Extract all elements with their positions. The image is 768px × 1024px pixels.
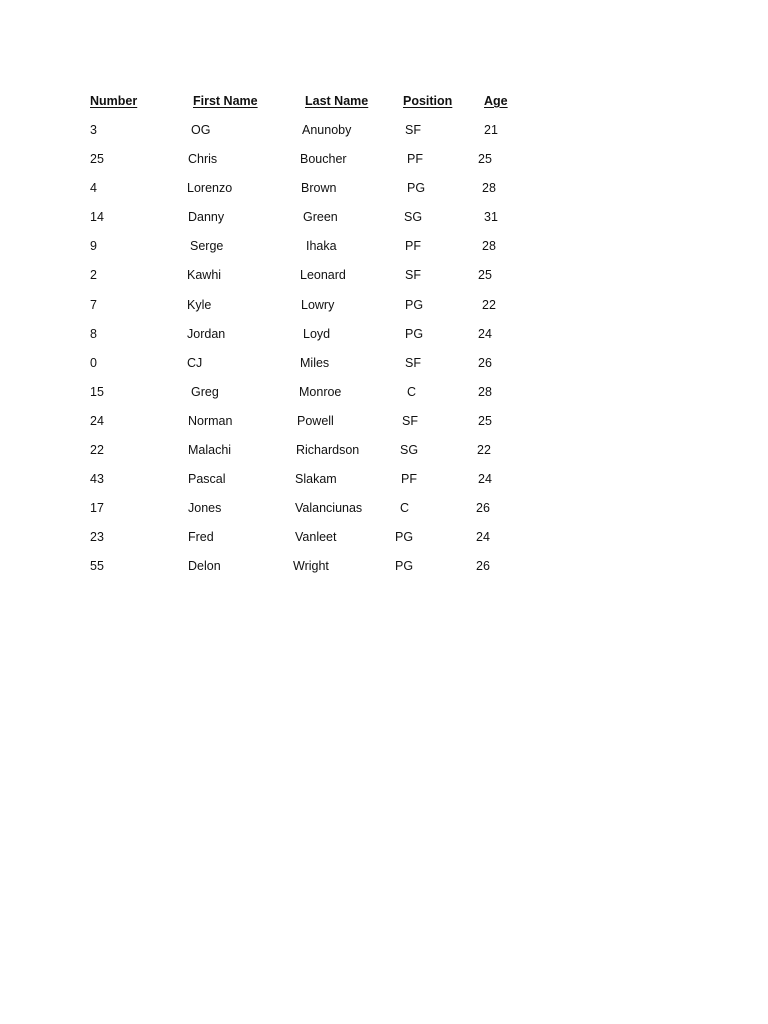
cell-last-name: Richardson [296,443,360,458]
table-row [90,325,530,354]
table-row [90,296,530,325]
cell-age: 22 [482,297,496,312]
cell-position: PF [405,239,421,254]
cell-number: 15 [90,384,104,399]
roster-table [90,92,530,587]
cell-age: 25 [478,268,492,283]
cell-number: 22 [90,443,104,458]
cell-number: 25 [90,152,104,167]
table-row [90,528,530,557]
cell-age: 31 [484,210,498,225]
cell-age: 21 [484,123,498,137]
table-row [90,237,530,266]
cell-last-name: Green [303,210,338,225]
cell-age: 22 [477,443,491,458]
cell-first-name: OG [191,123,211,137]
cell-position: C [407,384,417,399]
cell-number: 9 [90,239,97,254]
table-row [90,412,530,441]
cell-first-name: Norman [188,413,233,428]
cell-position: PF [401,472,417,487]
cell-age: 26 [478,355,492,370]
cell-first-name: Delon [188,559,221,574]
cell-last-name: Wright [293,559,329,574]
cell-first-name: Jordan [187,326,226,341]
cell-position: PG [405,326,424,341]
cell-last-name: Vanleet [295,530,337,545]
cell-position: PG [405,297,424,312]
cell-position: SF [405,355,421,370]
cell-age: 26 [476,501,490,516]
header-age: Age [484,94,508,108]
cell-age: 25 [478,413,492,428]
cell-position: PF [407,152,423,167]
header-number: Number [90,94,138,108]
cell-last-name: Leonard [300,268,346,283]
cell-number: 17 [90,501,104,516]
cell-first-name: Kyle [187,297,212,312]
cell-position: SF [402,413,418,428]
table-row [90,354,530,383]
cell-position: SG [404,210,423,225]
cell-first-name: Jones [188,501,222,516]
cell-position: SG [400,443,419,458]
cell-number: 8 [90,326,97,341]
cell-age: 24 [478,326,492,341]
cell-first-name: Malachi [188,443,232,458]
cell-age: 28 [482,181,496,196]
header-last-name: Last Name [305,94,369,108]
cell-first-name: Pascal [188,472,226,487]
header-position: Position [403,94,453,108]
cell-position: SF [405,268,421,283]
table-row [90,208,530,237]
cell-first-name: Lorenzo [187,181,233,196]
cell-first-name: CJ [187,355,203,370]
cell-last-name: Anunoby [302,123,352,137]
table-row [90,557,530,586]
cell-age: 26 [476,559,490,574]
cell-last-name: Monroe [299,384,342,399]
table-header-row [90,92,530,121]
cell-first-name: Fred [188,530,214,545]
table-row [90,383,530,412]
table-row [90,179,530,208]
cell-number: 23 [90,530,104,545]
cell-number: 55 [90,559,104,574]
cell-number: 7 [90,297,97,312]
cell-last-name: Powell [297,413,334,428]
cell-number: 3 [90,123,97,137]
cell-position: C [400,501,410,516]
cell-first-name: Greg [191,384,219,399]
cell-last-name: Loyd [303,326,331,341]
table-row [90,470,530,499]
cell-age: 24 [476,530,490,545]
cell-position: PG [395,559,414,574]
cell-number: 14 [90,210,104,225]
table-row [90,150,530,179]
table-row [90,266,530,295]
cell-first-name: Serge [190,239,224,254]
cell-age: 28 [482,239,496,254]
table-row [90,121,530,150]
cell-first-name: Kawhi [187,268,222,283]
cell-first-name: Chris [188,152,218,167]
cell-age: 28 [478,384,492,399]
cell-first-name: Danny [188,210,225,225]
table-row [90,441,530,470]
table-row [90,499,530,528]
cell-number: 0 [90,355,97,370]
cell-last-name: Valanciunas [295,501,363,516]
cell-number: 2 [90,268,97,283]
table-body [90,121,530,587]
cell-age: 25 [478,152,492,167]
cell-number: 43 [90,472,104,487]
cell-last-name: Brown [301,181,337,196]
cell-last-name: Slakam [295,472,337,487]
cell-age: 24 [478,472,492,487]
cell-position: PG [395,530,414,545]
header-first-name: First Name [193,94,258,108]
cell-last-name: Boucher [300,152,347,167]
cell-number: 4 [90,181,97,196]
cell-position: SF [405,123,421,137]
cell-last-name: Ihaka [306,239,337,254]
cell-last-name: Lowry [301,297,335,312]
cell-last-name: Miles [300,355,330,370]
cell-position: PG [407,181,426,196]
cell-number: 24 [90,413,104,428]
